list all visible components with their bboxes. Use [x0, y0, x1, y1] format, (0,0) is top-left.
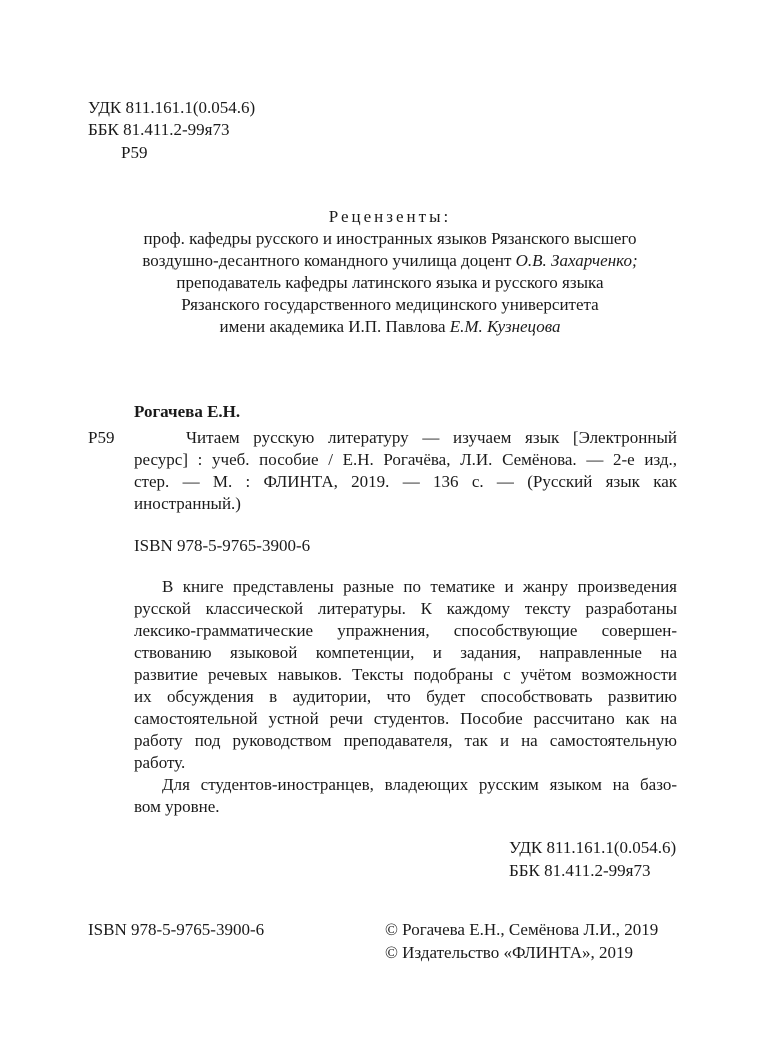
reviewer-name: Е.М. Кузнецова	[449, 317, 561, 336]
abstract-line: работу.	[134, 753, 186, 772]
reviewers-line: Рязанского государственного медицинского университета	[181, 295, 599, 314]
abstract-line: В книге представлены разные по тематике и жанру произведения	[162, 577, 677, 596]
reviewers-heading: Рецензенты:	[328, 207, 452, 226]
catalog-line: ресурс] : учеб. пособие / Е.Н. Рогачёва, Л.И. Семёнова. — 2-е изд.,	[134, 450, 677, 469]
reviewer-affiliation: воздушно-десантного командного училища доцент	[142, 251, 516, 270]
reviewers-line	[100, 316, 680, 338]
udk-code-bottom: УДК 811.161.1(0.054.6)	[509, 838, 677, 857]
abstract-line: ствованию языковой компетенции, и задания, направленные на	[134, 643, 677, 662]
catalog-mark: Р59	[88, 428, 115, 447]
abstract-line: самостоятельной устной речи студентов. Пособие рассчитано как на	[134, 709, 677, 728]
abstract-line: развитие речевых навыков. Тексты подобраны с учётом возможности	[134, 665, 677, 684]
abstract-line: работу под руководством преподавателя, так и на самостоятельную	[134, 731, 677, 750]
bbk-code: ББК 81.411.2-99я73	[88, 120, 230, 139]
copyright-authors: © Рогачева Е.Н., Семёнова Л.И., 2019	[385, 920, 659, 939]
abstract-line: их обсуждения в аудитории, что будет способствовать развитию	[134, 687, 677, 706]
bbk-code-bottom: ББК 81.411.2-99я73	[509, 861, 651, 880]
reviewers-line: проф. кафедры русского и иностранных языков Рязанского высшего	[143, 229, 637, 248]
copyright-publisher: © Издательство «ФЛИНТА», 2019	[385, 943, 634, 962]
abstract	[134, 576, 677, 818]
abstract-line: вом уровне.	[134, 797, 220, 816]
reviewers-line	[100, 250, 680, 272]
catalog-author: Рогачева Е.Н.	[134, 402, 241, 421]
catalog-description	[134, 427, 677, 515]
reviewer-name: О.В. Захарченко;	[515, 251, 638, 270]
reviewers-block	[100, 206, 680, 338]
catalog-line: стер. — М. : ФЛИНТА, 2019. — 136 с. — (Русский язык как	[134, 472, 677, 491]
author-mark: Р59	[121, 143, 148, 162]
catalog-isbn: ISBN 978-5-9765-3900-6	[134, 536, 311, 555]
reviewer-affiliation: имени академика И.П. Павлова	[219, 317, 450, 336]
reviewers-line: преподаватель кафедры латинского языка и русского языка	[176, 273, 604, 292]
abstract-line: русской классической литературы. К каждому тексту разработаны	[134, 599, 677, 618]
catalog-line: Читаем русскую литературу — изучаем язык [Электронный	[186, 428, 677, 447]
catalog-line: иностранный.)	[134, 494, 241, 513]
abstract-line: лексико-грамматические упражнения, способствующие совершен-	[134, 621, 677, 640]
udk-code: УДК 811.161.1(0.054.6)	[88, 98, 256, 117]
footer-isbn: ISBN 978-5-9765-3900-6	[88, 920, 265, 939]
abstract-line: Для студентов-иностранцев, владеющих русским языком на базо-	[162, 775, 677, 794]
